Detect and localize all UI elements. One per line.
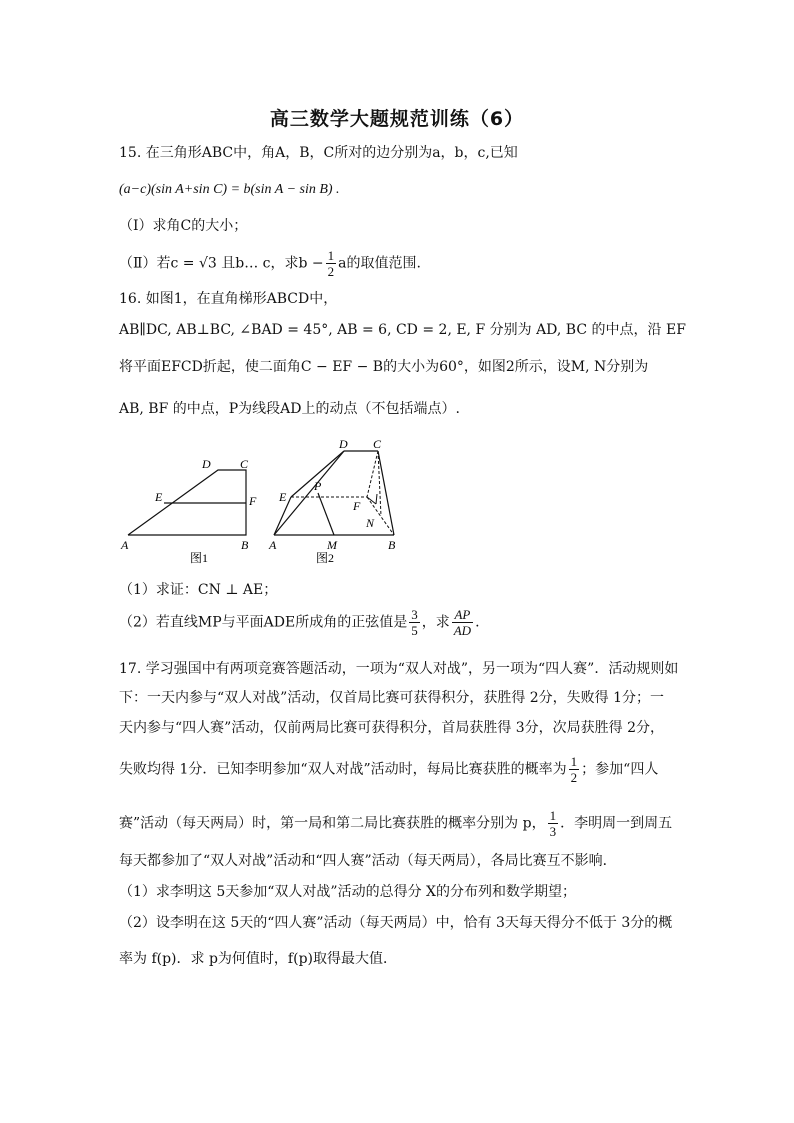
fig2-label-d: D [339,437,348,451]
q17-part1: （1）求李明这 5天参加“双人对战”活动的总得分 X的分布列和数学期望； [119,884,576,900]
fig1-label-b: B [241,538,249,552]
q17-l4-frac-den: 2 [570,770,578,785]
q16-line4: AB, BF 的中点，P为线段AD上的动点（不包括端点）. [119,401,460,417]
q17-line2: 下：一天内参与“双人对战”活动，仅首局比赛可获得积分，获胜得 2分，失败得 1分；一 [119,690,665,706]
fig2-label-c: C [373,437,382,451]
q16-part2-fraction-2 [452,607,473,638]
fig2-label-n: N [366,516,375,530]
q17-line5-post: ．李明周一到周五 [560,815,673,832]
q17-line5-fraction [548,808,559,839]
q16-part2-fraction [409,607,420,638]
q17-line4 [119,754,658,785]
q15-part2-post: a的取值范围. [338,255,421,272]
q15-line1: 15. 在三角形ABC中，角A，B，C所对的边分别为a，b，c,已知 [119,145,518,161]
q16-part2 [119,607,480,638]
fig2-segment-cf-hidden [367,451,378,497]
fig2-label-m: M [327,538,337,552]
fig1-label-c: C [240,457,249,471]
q16-frac-den: 5 [411,623,418,638]
fig2-label-b: B [388,538,396,552]
q16-part2-post: . [475,614,480,631]
q15-part2-pre: （Ⅱ）若c = √3 且b… c，求b − [119,255,324,272]
fig2-label-f: F [353,499,361,513]
q16-part2-mid: ，求 [421,614,450,631]
q17-line4-fraction [569,754,580,785]
q17-l5-frac-den: 3 [549,824,557,839]
q16-part2-pre: （2）若直线MP与平面ADE所成角的正弦值是 [119,614,408,631]
q17-line4-post: ；参加“四人 [581,761,659,778]
q15-part1: （Ⅰ）求角C的大小； [119,218,248,234]
fig2-label-e: E [279,490,287,504]
fig2-right-angle-mark-2 [376,494,377,504]
page-title: 高三数学大题规范训练（6） [269,108,525,130]
fig2-label-p: P [314,479,322,493]
q17-line1: 17. 学习强国中有两项竞赛答题活动，一项为“双人对战”，另一项为“四人赛”．活动规则如 [119,661,679,677]
q17-line3: 天内参与“四人赛”活动，仅前两局比赛可获得积分，首局获胜得 3分，次局获胜得 2分， [119,720,665,736]
q17-l4-frac-num: 1 [570,754,578,769]
fig2-label-a: A [269,538,277,552]
q15-part2 [119,248,421,279]
q16-line3: 将平面EFCD折起，使二面角C − EF − B的大小为60°，如图2所示，设M, N分别为 [119,359,649,375]
fig1-caption: 图1 [190,551,209,565]
fig1-label-e: E [155,490,163,504]
q16-part1: （1）求证：CN ⊥ AE； [119,582,278,598]
figure-1-trapezoid [118,455,268,567]
q15-frac-num: 1 [327,248,335,263]
q15-part2-fraction [326,248,337,279]
fig1-label-f: F [249,494,257,508]
q16-line2: AB∥DC, AB⊥BC, ∠BAD = 45°, AB = 6, CD = 2, E, F 分别为 AD, BC 的中点，沿 EF [119,322,686,338]
q16-frac2-den: AD [453,623,472,638]
q15-frac-den: 2 [327,264,335,279]
q16-frac2-num: AP [452,607,473,623]
q16-line1: 16. 如图1，在直角梯形ABCD中， [119,291,338,307]
q17-part2-line2: 率为 f(p)．求 p为何值时，f(p)取得最大值． [119,951,397,967]
fig1-label-a: A [121,538,129,552]
q17-line4-pre: 失败均得 1分．已知李明参加“双人对战”活动时，每局比赛获胜的概率为 [119,761,567,778]
q17-part2-line1: （2）设李明在这 5天的“四人赛”活动（每天两局）中，恰有 3天每天得分不低于 3分的概 [119,915,673,931]
figure-2-folded-solid [264,435,414,569]
fig2-segment-pm [318,493,334,535]
fig1-label-d: D [202,457,211,471]
q17-l5-frac-num: 1 [549,808,557,823]
q17-line5 [119,808,672,839]
q17-line5-pre: 赛”活动（每天两局）时，第一局和第二局比赛获胜的概率分别为 p， [119,815,546,832]
q15-equation: (a−c)(sin A+sin C) = b(sin A − sin B) . [119,182,340,197]
fig2-caption: 图2 [316,551,335,565]
q17-line6: 每天都参加了“双人对战”活动和“四人赛”活动（每天两局），各局比赛互不影响． [119,853,617,869]
q16-frac-num: 3 [411,607,418,622]
